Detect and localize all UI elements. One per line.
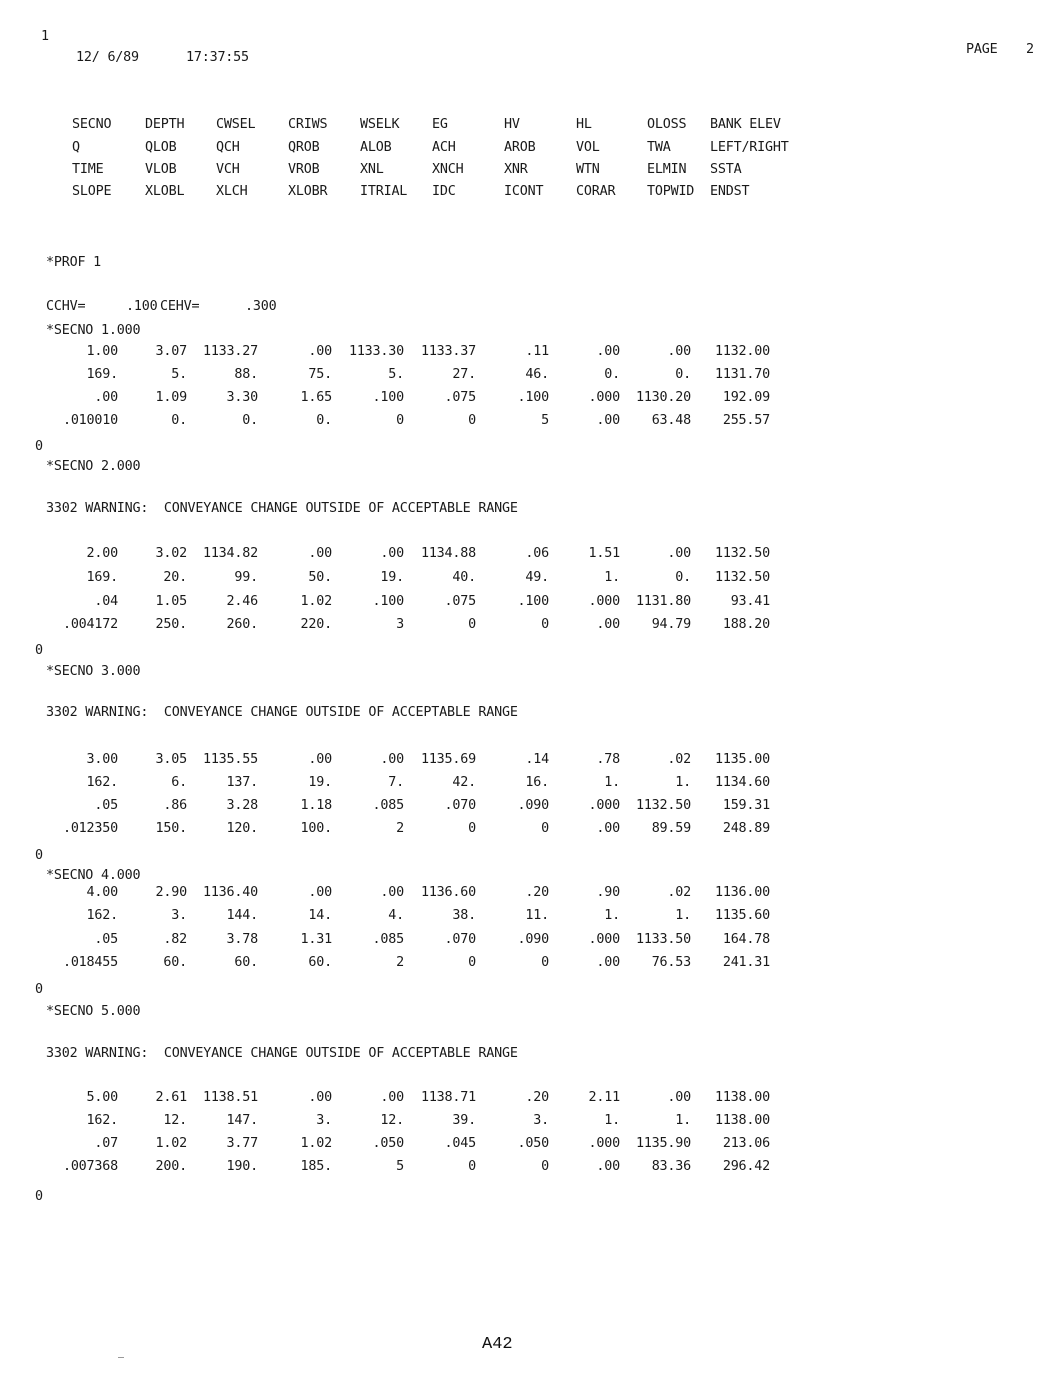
table-cell: 3.05 <box>155 752 187 767</box>
table-cell: 2 <box>396 955 404 970</box>
column-header: TIME <box>72 162 104 177</box>
table-cell: 2.00 <box>86 546 118 561</box>
cehv-value: .300 <box>245 299 277 314</box>
warning-message: 3302 WARNING: CONVEYANCE CHANGE OUTSIDE OF ACCEPTABLE RANGE <box>46 501 518 516</box>
table-cell: 0 <box>541 821 549 836</box>
table-cell: .20 <box>525 1090 549 1105</box>
section-title: *SECNO 5.000 <box>46 1004 141 1019</box>
column-header: HV <box>504 117 520 132</box>
table-cell: .004172 <box>62 617 118 632</box>
table-cell: .82 <box>163 932 187 947</box>
table-cell: 147. <box>226 1113 258 1128</box>
table-cell: .000 <box>588 594 620 609</box>
table-cell: 1. <box>604 570 620 585</box>
table-cell: 14. <box>308 908 332 923</box>
table-cell: 0. <box>171 413 187 428</box>
table-cell: .075 <box>444 594 476 609</box>
table-cell: .070 <box>444 932 476 947</box>
table-cell: 1138.71 <box>420 1090 476 1105</box>
table-cell: 3.78 <box>226 932 258 947</box>
table-cell: 19. <box>308 775 332 790</box>
table-cell: 2.11 <box>588 1090 620 1105</box>
cchv-value: .100 <box>126 299 158 314</box>
table-cell: .86 <box>163 798 187 813</box>
table-cell: .02 <box>667 752 691 767</box>
table-cell: 19. <box>380 570 404 585</box>
table-cell: 1131.70 <box>714 367 770 382</box>
column-header: WSELK <box>360 117 400 132</box>
section-end-marker: 0 <box>35 848 43 863</box>
table-cell: 1.31 <box>300 932 332 947</box>
table-cell: 162. <box>86 1113 118 1128</box>
column-header: Q <box>72 140 80 155</box>
table-cell: 1136.00 <box>714 885 770 900</box>
table-cell: 169. <box>86 570 118 585</box>
page-label: PAGE <box>966 42 998 57</box>
table-cell: .00 <box>308 344 332 359</box>
column-header: OLOSS <box>647 117 687 132</box>
table-cell: 3. <box>171 908 187 923</box>
table-cell: 50. <box>308 570 332 585</box>
table-cell: 0 <box>396 413 404 428</box>
table-cell: .090 <box>517 932 549 947</box>
table-cell: 60. <box>308 955 332 970</box>
table-cell: .00 <box>380 885 404 900</box>
table-cell: 1. <box>604 1113 620 1128</box>
section-title: *SECNO 2.000 <box>46 459 141 474</box>
table-cell: 3.30 <box>226 390 258 405</box>
table-cell: 1133.37 <box>420 344 476 359</box>
column-header: QCH <box>216 140 240 155</box>
print-time: 17:37:55 <box>186 50 249 65</box>
table-cell: 1136.60 <box>420 885 476 900</box>
table-cell: .000 <box>588 1136 620 1151</box>
table-cell: 1.02 <box>155 1136 187 1151</box>
table-cell: 1135.00 <box>714 752 770 767</box>
table-cell: 0 <box>541 617 549 632</box>
table-cell: 1. <box>604 908 620 923</box>
table-cell: .100 <box>517 594 549 609</box>
table-cell: 38. <box>452 908 476 923</box>
table-cell: 1.02 <box>300 1136 332 1151</box>
table-cell: 1134.60 <box>714 775 770 790</box>
table-cell: .00 <box>308 752 332 767</box>
table-cell: 1. <box>604 775 620 790</box>
table-cell: 220. <box>300 617 332 632</box>
table-cell: 1131.80 <box>635 594 691 609</box>
table-cell: 137. <box>226 775 258 790</box>
table-cell: 75. <box>308 367 332 382</box>
table-cell: 248.89 <box>722 821 770 836</box>
table-cell: 200. <box>155 1159 187 1174</box>
table-cell: 88. <box>234 367 258 382</box>
table-cell: 1136.40 <box>202 885 258 900</box>
table-cell: .010010 <box>62 413 118 428</box>
table-cell: 0 <box>468 617 476 632</box>
column-header: TOPWID <box>647 184 695 199</box>
table-cell: 1135.55 <box>202 752 258 767</box>
table-cell: .78 <box>596 752 620 767</box>
section-end-marker: 0 <box>35 982 43 997</box>
column-header: DEPTH <box>145 117 185 132</box>
table-cell: .00 <box>667 546 691 561</box>
section-end-marker: 0 <box>35 643 43 658</box>
column-header: ENDST <box>710 184 750 199</box>
table-cell: .06 <box>525 546 549 561</box>
table-cell: .100 <box>372 594 404 609</box>
table-cell: 5 <box>541 413 549 428</box>
table-cell: .000 <box>588 390 620 405</box>
table-cell: 164.78 <box>722 932 770 947</box>
column-header: XNL <box>360 162 384 177</box>
table-cell: 0 <box>468 413 476 428</box>
table-cell: .90 <box>596 885 620 900</box>
table-cell: 3.07 <box>155 344 187 359</box>
table-cell: .00 <box>380 752 404 767</box>
table-cell: 3 <box>396 617 404 632</box>
table-cell: 1130.20 <box>635 390 691 405</box>
column-header: ICONT <box>504 184 544 199</box>
table-cell: 3.77 <box>226 1136 258 1151</box>
table-cell: .00 <box>596 821 620 836</box>
table-cell: .00 <box>596 617 620 632</box>
column-header: QROB <box>288 140 320 155</box>
column-header: XLOBR <box>288 184 328 199</box>
table-cell: .000 <box>588 932 620 947</box>
table-cell: 260. <box>226 617 258 632</box>
table-cell: .02 <box>667 885 691 900</box>
table-cell: .070 <box>444 798 476 813</box>
table-cell: 2 <box>396 821 404 836</box>
column-header: XNCH <box>432 162 464 177</box>
table-cell: .00 <box>308 1090 332 1105</box>
table-cell: 2.61 <box>155 1090 187 1105</box>
table-cell: 12. <box>380 1113 404 1128</box>
table-cell: .00 <box>308 885 332 900</box>
table-cell: .14 <box>525 752 549 767</box>
table-cell: .05 <box>94 932 118 947</box>
table-cell: 3. <box>533 1113 549 1128</box>
table-cell: 7. <box>388 775 404 790</box>
table-cell: 2.90 <box>155 885 187 900</box>
table-cell: 27. <box>452 367 476 382</box>
table-cell: 185. <box>300 1159 332 1174</box>
table-cell: .085 <box>372 932 404 947</box>
table-cell: 4.00 <box>86 885 118 900</box>
table-cell: .100 <box>517 390 549 405</box>
table-cell: 93.41 <box>730 594 770 609</box>
table-cell: 1133.50 <box>635 932 691 947</box>
table-cell: 1.18 <box>300 798 332 813</box>
table-cell: .00 <box>596 413 620 428</box>
table-cell: 60. <box>234 955 258 970</box>
table-cell: 296.42 <box>722 1159 770 1174</box>
section-title: *SECNO 3.000 <box>46 664 141 679</box>
stray-mark <box>118 1357 124 1358</box>
column-header: CWSEL <box>216 117 256 132</box>
table-cell: 190. <box>226 1159 258 1174</box>
column-header: SLOPE <box>72 184 112 199</box>
table-cell: .00 <box>380 1090 404 1105</box>
table-cell: 1133.30 <box>348 344 404 359</box>
table-cell: 159.31 <box>722 798 770 813</box>
column-header: TWA <box>647 140 671 155</box>
table-cell: .00 <box>308 546 332 561</box>
table-cell: .075 <box>444 390 476 405</box>
table-cell: 188.20 <box>722 617 770 632</box>
table-cell: 46. <box>525 367 549 382</box>
table-cell: 11. <box>525 908 549 923</box>
column-header: XLOBL <box>145 184 185 199</box>
page-number: 2 <box>1026 42 1034 57</box>
column-header: ELMIN <box>647 162 687 177</box>
table-cell: 40. <box>452 570 476 585</box>
table-cell: .00 <box>596 955 620 970</box>
column-header: WTN <box>576 162 600 177</box>
profile-label: *PROF 1 <box>46 255 102 270</box>
table-cell: 20. <box>163 570 187 585</box>
print-date: 12/ 6/89 <box>76 50 139 65</box>
section-title: *SECNO 1.000 <box>46 323 141 338</box>
table-cell: 4. <box>388 908 404 923</box>
table-cell: 3. <box>316 1113 332 1128</box>
column-header: CRIWS <box>288 117 328 132</box>
line-number: 1 <box>41 29 49 44</box>
table-cell: 1.09 <box>155 390 187 405</box>
table-cell: 60. <box>163 955 187 970</box>
cchv-label: CCHV= <box>46 299 86 314</box>
table-cell: 1132.00 <box>714 344 770 359</box>
table-cell: 5. <box>388 367 404 382</box>
column-header: ACH <box>432 140 456 155</box>
table-cell: 255.57 <box>722 413 770 428</box>
table-cell: 162. <box>86 908 118 923</box>
column-header: VCH <box>216 162 240 177</box>
table-cell: .00 <box>380 546 404 561</box>
table-cell: .20 <box>525 885 549 900</box>
column-header: ITRIAL <box>360 184 408 199</box>
table-cell: 1. <box>675 775 691 790</box>
column-header: VLOB <box>145 162 177 177</box>
column-header: ALOB <box>360 140 392 155</box>
table-cell: 162. <box>86 775 118 790</box>
table-cell: .050 <box>517 1136 549 1151</box>
table-cell: .11 <box>525 344 549 359</box>
table-cell: .05 <box>94 798 118 813</box>
table-cell: .00 <box>667 344 691 359</box>
table-cell: .018455 <box>62 955 118 970</box>
table-cell: 144. <box>226 908 258 923</box>
table-cell: .007368 <box>62 1159 118 1174</box>
table-cell: 0 <box>468 821 476 836</box>
table-cell: 1132.50 <box>714 546 770 561</box>
table-cell: 99. <box>234 570 258 585</box>
table-cell: 120. <box>226 821 258 836</box>
table-cell: 94.79 <box>651 617 691 632</box>
table-cell: .085 <box>372 798 404 813</box>
table-cell: 63.48 <box>651 413 691 428</box>
table-cell: 1135.60 <box>714 908 770 923</box>
table-cell: .00 <box>596 1159 620 1174</box>
table-cell: 1. <box>675 1113 691 1128</box>
table-cell: 1134.82 <box>202 546 258 561</box>
table-cell: 1.05 <box>155 594 187 609</box>
page-reference: A42 <box>482 1335 513 1354</box>
table-cell: 0 <box>541 1159 549 1174</box>
column-header: BANK ELEV <box>710 117 781 132</box>
table-cell: .00 <box>94 390 118 405</box>
table-cell: 2.46 <box>226 594 258 609</box>
table-cell: 5.00 <box>86 1090 118 1105</box>
table-cell: .100 <box>372 390 404 405</box>
table-cell: 100. <box>300 821 332 836</box>
table-cell: 0. <box>604 367 620 382</box>
cehv-label: CEHV= <box>160 299 200 314</box>
column-header: HL <box>576 117 592 132</box>
table-cell: 0. <box>242 413 258 428</box>
table-cell: .07 <box>94 1136 118 1151</box>
table-cell: 76.53 <box>651 955 691 970</box>
table-cell: 49. <box>525 570 549 585</box>
table-cell: 213.06 <box>722 1136 770 1151</box>
column-header: QLOB <box>145 140 177 155</box>
table-cell: .090 <box>517 798 549 813</box>
table-cell: 241.31 <box>722 955 770 970</box>
table-cell: 89.59 <box>651 821 691 836</box>
table-cell: 3.28 <box>226 798 258 813</box>
column-header: XNR <box>504 162 528 177</box>
table-cell: 150. <box>155 821 187 836</box>
table-cell: .00 <box>596 344 620 359</box>
table-cell: 1134.88 <box>420 546 476 561</box>
table-cell: 0. <box>675 570 691 585</box>
table-cell: 1.02 <box>300 594 332 609</box>
section-title: *SECNO 4.000 <box>46 868 141 883</box>
warning-message: 3302 WARNING: CONVEYANCE CHANGE OUTSIDE OF ACCEPTABLE RANGE <box>46 705 518 720</box>
table-cell: 39. <box>452 1113 476 1128</box>
table-cell: 1.00 <box>86 344 118 359</box>
table-cell: 1132.50 <box>714 570 770 585</box>
table-cell: .012350 <box>62 821 118 836</box>
column-header: XLCH <box>216 184 248 199</box>
table-cell: 1. <box>675 908 691 923</box>
table-cell: .000 <box>588 798 620 813</box>
column-header: LEFT/RIGHT <box>710 140 789 155</box>
column-header: SSTA <box>710 162 742 177</box>
column-header: VOL <box>576 140 600 155</box>
table-cell: 1.51 <box>588 546 620 561</box>
table-cell: 0. <box>316 413 332 428</box>
table-cell: .045 <box>444 1136 476 1151</box>
table-cell: 42. <box>452 775 476 790</box>
table-cell: 1138.00 <box>714 1113 770 1128</box>
table-cell: .050 <box>372 1136 404 1151</box>
table-cell: 1135.90 <box>635 1136 691 1151</box>
column-header: SECNO <box>72 117 112 132</box>
table-cell: 0. <box>675 367 691 382</box>
table-cell: 3.02 <box>155 546 187 561</box>
column-header: VROB <box>288 162 320 177</box>
table-cell: 1133.27 <box>202 344 258 359</box>
table-cell: 169. <box>86 367 118 382</box>
table-cell: 16. <box>525 775 549 790</box>
table-cell: 250. <box>155 617 187 632</box>
table-cell: 6. <box>171 775 187 790</box>
section-end-marker: 0 <box>35 1189 43 1204</box>
table-cell: .00 <box>667 1090 691 1105</box>
warning-message: 3302 WARNING: CONVEYANCE CHANGE OUTSIDE OF ACCEPTABLE RANGE <box>46 1046 518 1061</box>
table-cell: 1138.51 <box>202 1090 258 1105</box>
column-header: IDC <box>432 184 456 199</box>
table-cell: 1132.50 <box>635 798 691 813</box>
table-cell: 83.36 <box>651 1159 691 1174</box>
column-header: EG <box>432 117 448 132</box>
table-cell: 1135.69 <box>420 752 476 767</box>
column-header: AROB <box>504 140 536 155</box>
table-cell: 5 <box>396 1159 404 1174</box>
table-cell: 5. <box>171 367 187 382</box>
table-cell: 1.65 <box>300 390 332 405</box>
table-cell: 3.00 <box>86 752 118 767</box>
table-cell: 12. <box>163 1113 187 1128</box>
table-cell: 0 <box>468 1159 476 1174</box>
column-header: CORAR <box>576 184 616 199</box>
table-cell: 192.09 <box>722 390 770 405</box>
table-cell: 0 <box>541 955 549 970</box>
table-cell: 1138.00 <box>714 1090 770 1105</box>
table-cell: 0 <box>468 955 476 970</box>
section-end-marker: 0 <box>35 439 43 454</box>
table-cell: .04 <box>94 594 118 609</box>
